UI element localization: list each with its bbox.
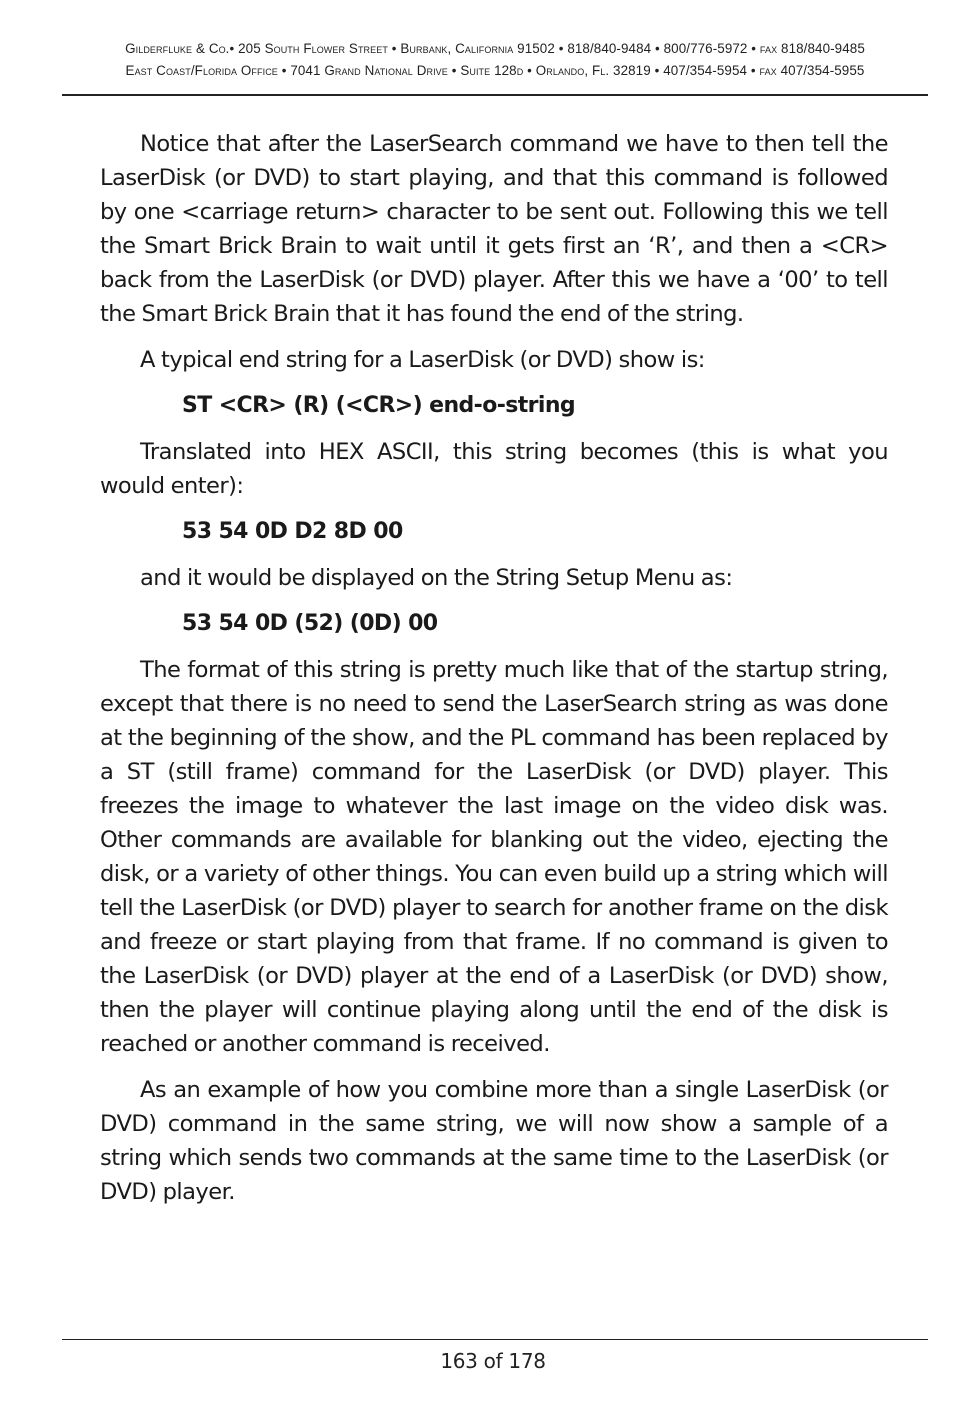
paragraph-string-setup-menu: and it would be displayed on the String Setup Menu as: — [140, 565, 733, 591]
code-menu-display: 53 54 0D (52) (0D) 00 — [182, 611, 438, 636]
header-line-main-office: Gilderfluke & Co.• 205 South Flower Street • Burbank, California 91502 • 818/840-9484 • 800/776-5972 • fax 818/840-9485 — [125, 41, 865, 56]
paragraph-end-string-intro: A typical end string for a LaserDisk (or DVD) show is: — [140, 347, 705, 373]
code-hex-ascii: 53 54 0D D2 8D 00 — [182, 519, 403, 544]
page-header — [62, 38, 928, 82]
footer-divider — [62, 1339, 928, 1340]
paragraph-combined-commands: As an example of how you combine more than a single LaserDisk (or DVD) command in the same string, we will now show a sample of a string which sends two commands at the same time to the LaserDisk (or DVD) player. — [100, 1077, 888, 1205]
paragraph-hex-translation: Translated into HEX ASCII, this string becomes (this is what you would enter): — [100, 439, 888, 499]
code-end-string: ST <CR> (R) (<CR>) end-o-string — [182, 393, 576, 418]
page-number: 163 of 178 — [440, 1349, 546, 1373]
paragraph-string-format: The format of this string is pretty much like that of the startup string, except that there is no need to send the LaserSearch string as was done at the beginning of the show, and the PL command has been replaced by a ST (still frame) command for the LaserDisk (or DVD) player. This freezes the image to whatever the last image on the video disk was. Other commands are available for blanking out the video, ejecting the disk, or a variety of other things. You can even build up a string which will tell the LaserDisk (or DVD) player to search for another frame on the disk and freeze or start playing from that frame. If no command is given to the LaserDisk (or DVD) player at the end of a LaserDisk (or DVD) show, then the player will continue playing along until the end of the disk is reached or another command is received. — [100, 657, 888, 1057]
paragraph-lasersearch-notice: Notice that after the LaserSearch command we have to then tell the LaserDisk (or DVD) to start playing, and that this command is followed by one <carriage return> character to be sent out. Following this we tell the Smart Brick Brain to wait until it gets first an ‘R’, and then a <CR> back from the LaserDisk (or DVD) player. After this we have a ‘00’ to tell the Smart Brick Brain that it has found the end of the string. — [100, 131, 888, 327]
header-divider — [62, 94, 928, 96]
header-line-east-coast-office: East Coast/Florida Office • 7041 Grand National Drive • Suite 128d • Orlando, Fl. 32819 • 407/354-5954 • fax 407/354-5955 — [125, 63, 865, 78]
page-body — [100, 127, 888, 1209]
